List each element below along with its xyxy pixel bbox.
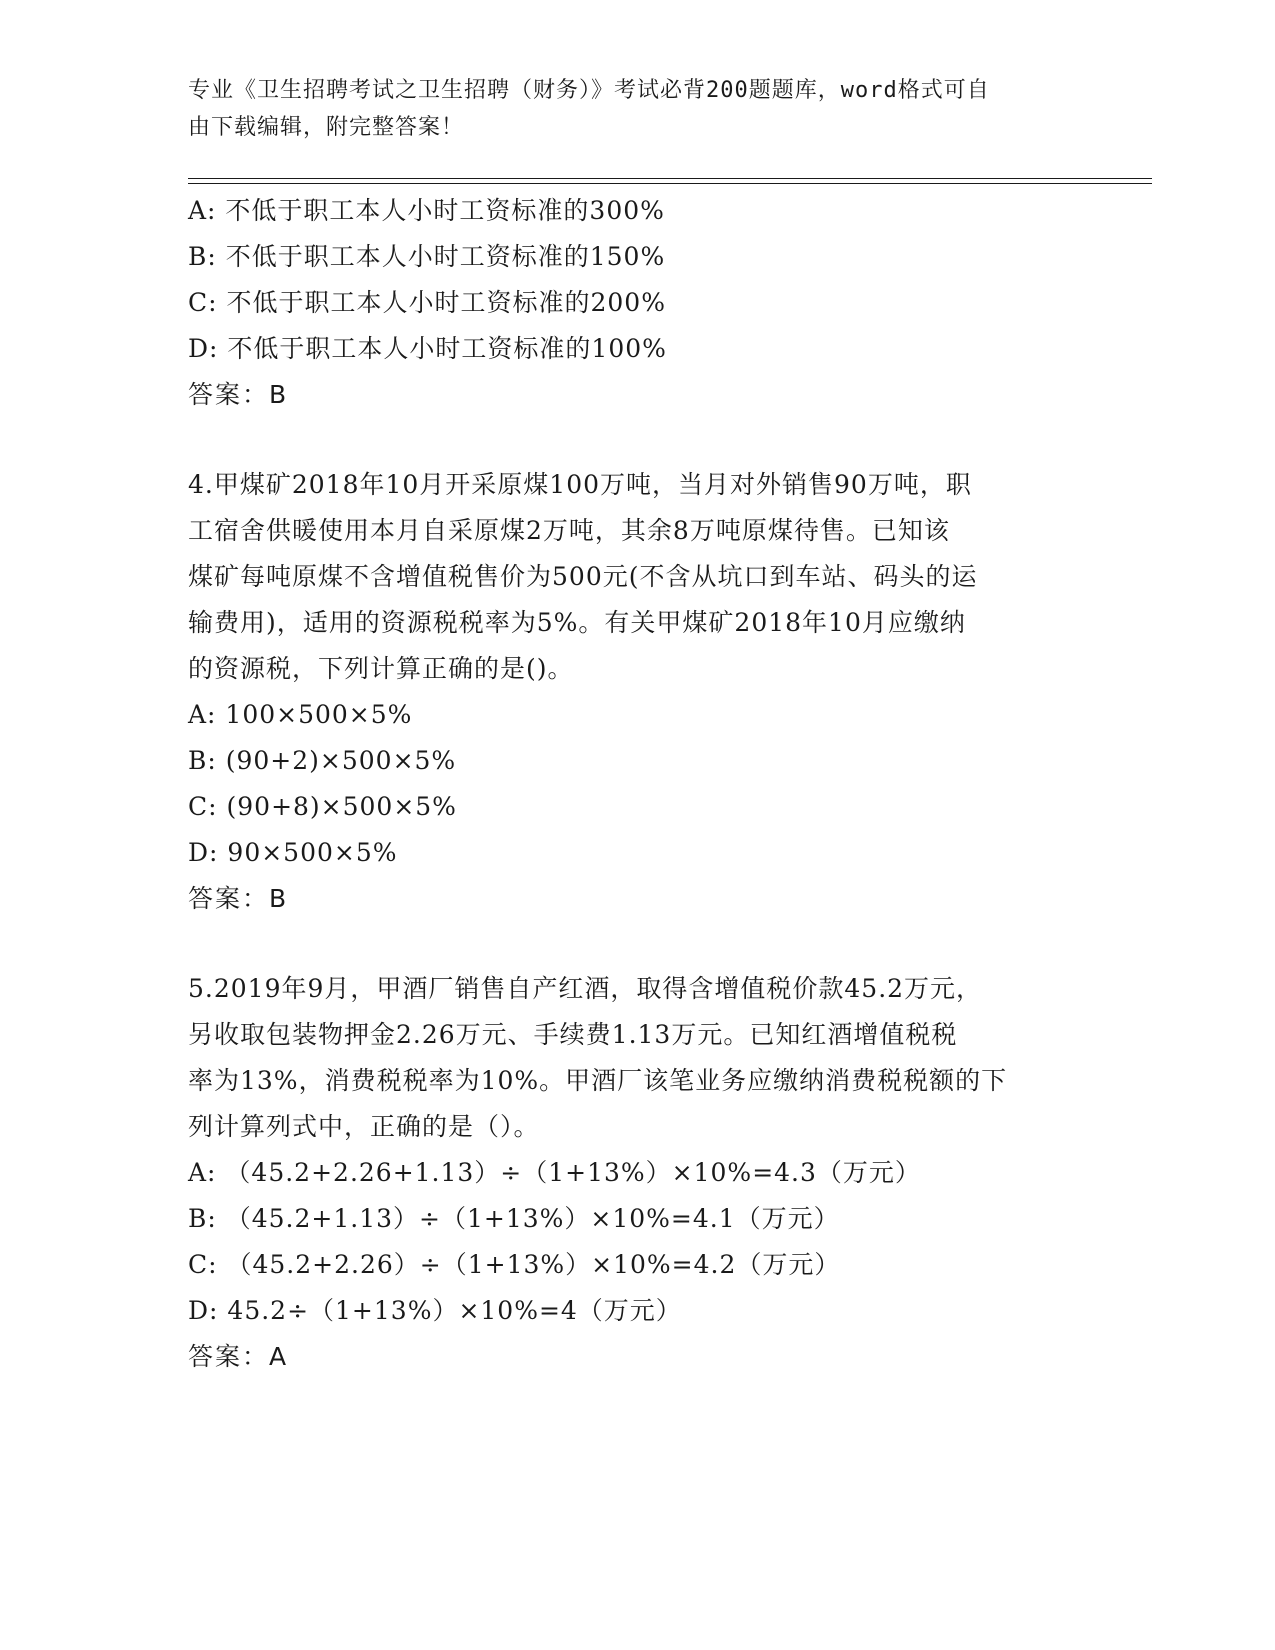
document-header: [188, 72, 1068, 146]
stem-line: 另收取包装物押金2.26万元、手续费1.13万元。已知红酒增值税税: [188, 1020, 958, 1049]
question-3-options: [188, 188, 1088, 372]
option-d: D: 45.2÷（1+13%）×10%=4（万元）: [188, 1296, 682, 1325]
header-divider-top: [188, 178, 1152, 179]
question-5-stem: [188, 966, 1088, 1150]
stem-line: 列计算列式中，正确的是（）。: [188, 1112, 540, 1141]
option-a: A: 不低于职工本人小时工资标准的300%: [188, 196, 665, 225]
stem-line: 4.甲煤矿2018年10月开采原煤100万吨，当月对外销售90万吨，职: [188, 470, 972, 499]
stem-line: 工宿舍供暖使用本月自采原煤2万吨，其余8万吨原煤待售。已知该: [188, 516, 950, 545]
option-c: C: 不低于职工本人小时工资标准的200%: [188, 288, 666, 317]
option-c: C: （45.2+2.26）÷（1+13%）×10%=4.2（万元）: [188, 1250, 841, 1279]
option-b: B: (90+2)×500×5%: [188, 746, 457, 775]
option-c: C: (90+8)×500×5%: [188, 792, 457, 821]
question-content: [188, 188, 1088, 1380]
stem-line: 5.2019年9月，甲酒厂销售自产红酒，取得含增值税价款45.2万元，: [188, 974, 983, 1003]
stem-line: 输费用)，适用的资源税税率为5%。有关甲煤矿2018年10月应缴纳: [188, 608, 966, 637]
header-line-2: 由下载编辑，附完整答案！: [188, 115, 465, 140]
question-4-stem: [188, 462, 1088, 692]
option-d: D: 不低于职工本人小时工资标准的100%: [188, 334, 667, 363]
option-b: B: 不低于职工本人小时工资标准的150%: [188, 242, 666, 271]
option-d: D: 90×500×5%: [188, 838, 398, 867]
stem-line: 的资源税，下列计算正确的是()。: [188, 654, 574, 683]
stem-line: 率为13%，消费税税率为10%。甲酒厂该笔业务应缴纳消费税税额的下: [188, 1066, 1008, 1095]
stem-line: 煤矿每吨原煤不含增值税售价为500元(不含从坑口到车站、码头的运: [188, 562, 978, 591]
spacer: [188, 922, 1088, 966]
question-4-options: [188, 692, 1088, 876]
question-5-options: [188, 1150, 1088, 1334]
option-b: B: （45.2+1.13）÷（1+13%）×10%=4.1（万元）: [188, 1204, 840, 1233]
spacer: [188, 418, 1088, 462]
question-4-answer: 答案：B: [188, 884, 289, 913]
header-divider-bottom: [188, 183, 1152, 184]
question-5-answer: 答案：A: [188, 1342, 289, 1371]
header-line-1: 专业《卫生招聘考试之卫生招聘（财务）》考试必背200题题库，word格式可自: [188, 78, 990, 103]
option-a: A: 100×500×5%: [188, 700, 413, 729]
question-3-answer: 答案：B: [188, 380, 289, 409]
option-a: A: （45.2+2.26+1.13）÷（1+13%）×10%=4.3（万元）: [188, 1158, 921, 1187]
